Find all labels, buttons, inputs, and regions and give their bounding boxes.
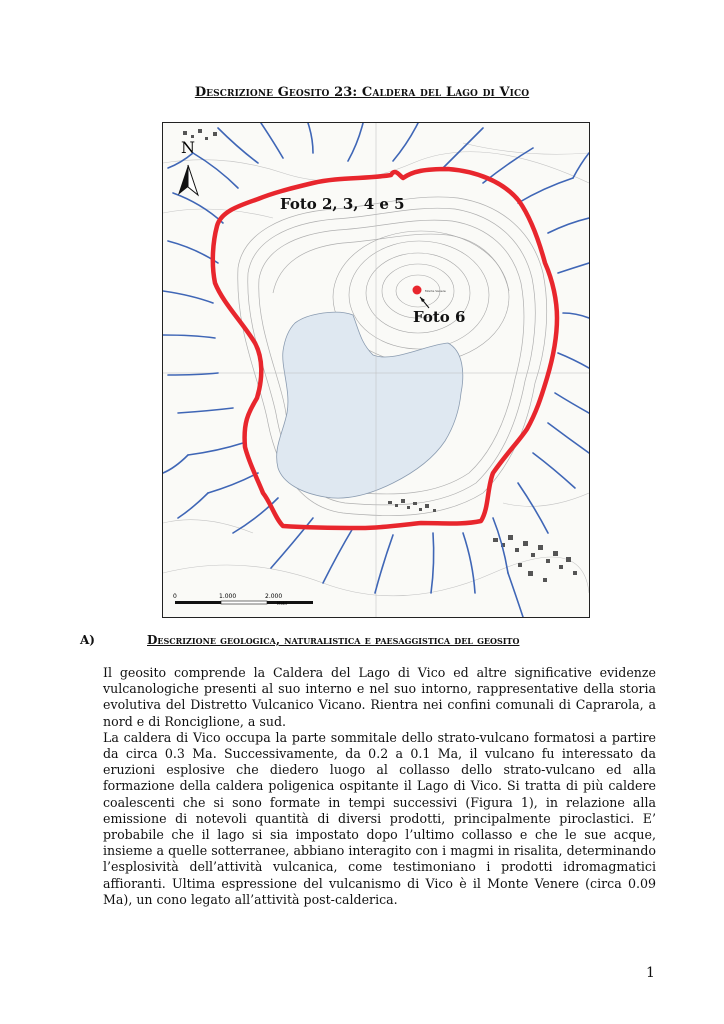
- north-arrow-icon: [178, 165, 198, 195]
- north-label: N: [181, 138, 195, 157]
- scale-label-0: 0: [173, 593, 177, 600]
- page-number: 1: [646, 965, 655, 981]
- callout-foto-2-5: Foto 2, 3, 4 e 5: [280, 195, 405, 213]
- scale-label-1000: 1.000: [219, 593, 237, 600]
- paragraph: Il geosito comprende la Caldera del Lago di Vico ed altre significative evidenze vulcanologiche presenti al suo interno e nel suo intorno, rappresentative della storia evolutiva del Distretto Vulcanico Vicano. Rientra nei confini comunali di Caprarola, a nord e di Ronciglione, a sud.: [103, 665, 656, 729]
- callout-foto-6: Foto 6: [413, 308, 466, 326]
- foto-6-marker: [413, 286, 422, 295]
- scale-label-2000: 2.000: [265, 593, 283, 600]
- monte-venere-label: Monte Venere: [425, 289, 446, 293]
- scale-unit: Metri: [277, 601, 288, 606]
- lake-vico: [277, 312, 463, 498]
- body-text: [103, 665, 656, 908]
- section-number: A): [80, 633, 95, 647]
- document-title: Descrizione Geosito 23: Caldera del Lago di Vico: [194, 85, 530, 100]
- caldera-map: [162, 122, 590, 618]
- scale-bar: [173, 593, 313, 606]
- section-title: Descrizione geologica, naturalistica e paesaggistica del geosito: [147, 633, 520, 647]
- paragraph: La caldera di Vico occupa la parte sommitale dello strato-vulcano formatosi a partire da circa 0.3 Ma. Successivamente, da 0.2 a 0.1 Ma, il vulcano fu interessato da eruzioni esplosive che diedero luogo al collasso dello strato-vulcano ed alla formazione della caldera poligenica ospitante il Lago di Vico. Si tratta di più caldere coalescenti che si sono formate in tempi successivi (Figura 1), in relazione alla emissione di notevoli quantità di diversi prodotti, principalmente piroclastici. E’ probabile che il lago si sia impostato dopo l’ultimo collasso e che le sue acque, insieme a quelle sotterranee, abbiano interagito con i magmi in risalita, determinando l’esplosività dell’attività vulcanica, come testimoniano i prodotti idromagmatici affioranti. Ultima espressione del vulcanismo di Vico è il Monte Venere (circa 0.09 Ma), un cono legato all’attività post-calderica.: [103, 729, 656, 907]
